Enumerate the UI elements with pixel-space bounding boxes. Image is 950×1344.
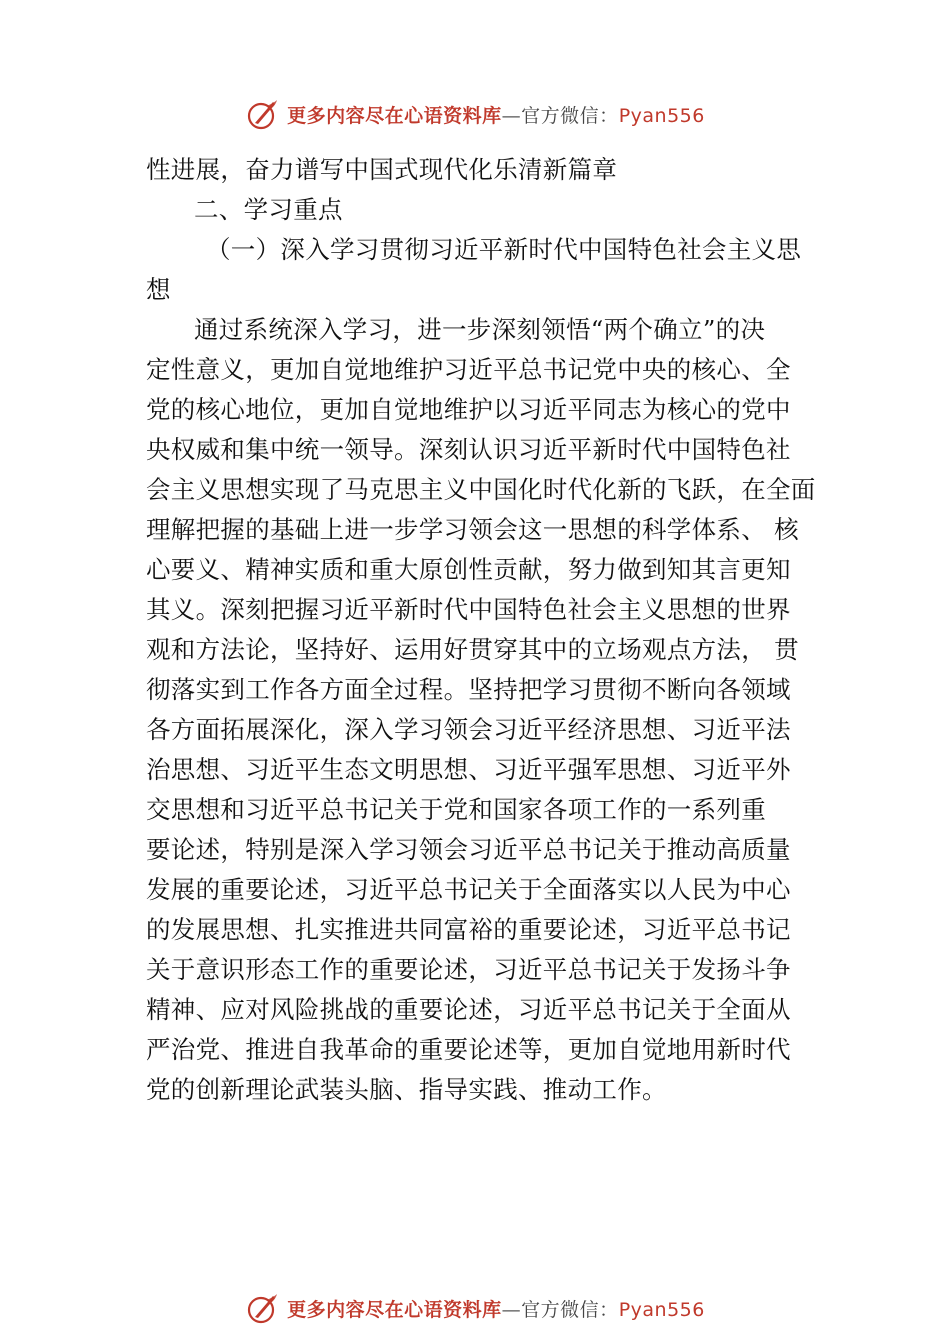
body-line: 理解把握的基础上进一步学习领会这一思想的科学体系、 核 [146, 515, 799, 544]
body-line: 要论述，特别是深入学习领会习近平总书记关于推动高质量 [146, 835, 791, 864]
body-line: 其义。深刻把握习近平新时代中国特色社会主义思想的世界 [146, 595, 791, 624]
header-wechat-id: Pyan556 [618, 104, 705, 127]
header-separator: — [501, 104, 522, 127]
paragraph-first-line: 通过系统深入学习，进一步深刻领悟“两个确立”的决 [194, 315, 766, 344]
subsection-heading-continued: 想 [146, 275, 171, 304]
body-line: 观和方法论，坚持好、运用好贯穿其中的立场观点方法， 贯 [146, 635, 799, 664]
document-body [146, 150, 822, 1110]
header-banner-text [287, 101, 705, 128]
quill-circle-logo-icon [245, 1290, 281, 1326]
quill-circle-logo-icon [245, 96, 281, 132]
body-line: 彻落实到工作各方面全过程。坚持把学习贯彻不断向各领域 [146, 675, 791, 704]
body-line: 交思想和习近平总书记关于党和国家各项工作的一系列重 [146, 795, 766, 824]
section-heading: 二、学习重点 [194, 195, 343, 224]
body-line: 性进展，奋力谱写中国式现代化乐清新篇章 [146, 155, 618, 184]
footer-separator: — [501, 1298, 522, 1321]
subsection-heading: （一）深入学习贯彻习近平新时代中国特色社会主义思 [206, 235, 802, 264]
footer-wechat-label: 官方微信： [521, 1298, 619, 1321]
header-library-name: 更多内容尽在心语资料库 [287, 104, 502, 127]
body-line: 定性意义，更加自觉地维护习近平总书记党中央的核心、全 [146, 355, 791, 384]
footer-wechat-id: Pyan556 [618, 1298, 705, 1321]
footer-library-name: 更多内容尽在心语资料库 [287, 1298, 502, 1321]
body-line: 发展的重要论述，习近平总书记关于全面落实以人民为中心 [146, 875, 791, 904]
body-line: 精神、应对风险挑战的重要论述，习近平总书记关于全面从 [146, 995, 791, 1024]
body-line: 关于意识形态工作的重要论述，习近平总书记关于发扬斗争 [146, 955, 791, 984]
body-line: 央权威和集中统一领导。深刻认识习近平新时代中国特色社 [146, 435, 791, 464]
body-line: 心要义、精神实质和重大原创性贡献，努力做到知其言更知 [146, 555, 791, 584]
body-line: 党的创新理论武装头脑、指导实践、推动工作。 [146, 1075, 667, 1104]
body-line: 各方面拓展深化，深入学习领会习近平经济思想、习近平法 [146, 715, 791, 744]
body-line: 党的核心地位，更加自觉地维护以习近平同志为核心的党中 [146, 395, 791, 424]
body-line: 会主义思想实现了马克思主义中国化时代化新的飞跃，在全面 [146, 475, 816, 504]
footer-banner-text [287, 1295, 705, 1322]
footer-banner [0, 1288, 950, 1328]
body-line: 治思想、习近平生态文明思想、习近平强军思想、习近平外 [146, 755, 791, 784]
body-line: 严治党、推进自我革命的重要论述等，更加自觉地用新时代 [146, 1035, 791, 1064]
body-line: 的发展思想、扎实推进共同富裕的重要论述，习近平总书记 [146, 915, 791, 944]
header-wechat-label: 官方微信： [521, 104, 619, 127]
header-banner [0, 94, 950, 134]
